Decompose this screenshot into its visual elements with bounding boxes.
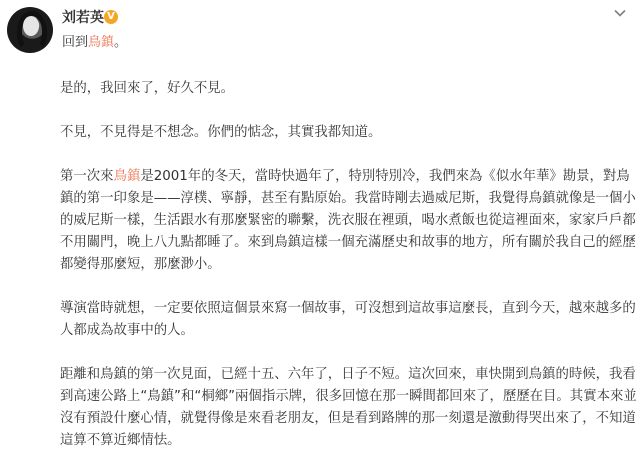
text-segment: 的威尼斯一樣，生活跟水有那麼緊密的聯繫，洗衣服在裡頭，喝水煮飯也從這裡面來，家家戶戶都 [60,213,636,228]
post-intro [62,35,127,51]
text-line [60,254,636,276]
location-link[interactable]: 鳥鎮 [113,169,141,184]
text-line [60,298,636,320]
text-segment: 是的，我回來了，好久不見。 [60,81,235,96]
text-line [60,122,636,144]
text-line [60,430,636,452]
text-line [60,188,636,210]
text-segment: 人都成為故事中的人。 [60,323,194,338]
intro-suffix: 。 [114,35,128,50]
text-line [60,364,636,386]
post-header [0,0,640,62]
post-body [60,78,636,473]
text-segment: 到高速公路上“鳥鎮”和“桐鄉”兩個指示牌，很多回憶在那一瞬間都回來了，歷歷在目。其實本來並 [60,389,637,404]
text-segment: 都變得那麼短，那麼渺小。 [60,257,221,272]
avatar-face [23,16,39,36]
text-segment: 沒有預設什麼心情，就覺得像是來看老朋友，但是看到路牌的那一刻還是激動得哭出來了，不知道 [60,411,636,426]
text-segment: 不用關門，晚上八九點都睡了。來到鳥鎮這樣一個充滿歷史和故事的地方，所有關於我自己的經歷 [60,235,636,250]
text-segment: 第一次來 [60,169,114,184]
text-line [60,78,636,100]
text-line [60,320,636,342]
chevron-down-icon[interactable] [614,7,626,19]
text-line [60,166,636,188]
verified-badge-icon: V [104,10,118,24]
avatar[interactable] [7,7,53,53]
text-segment: 不見，不見得是不想念。你們的惦念，其實我都知道。 [60,125,382,140]
text-segment: 是2001年的冬天，當時快過年了，特別特別冷，我們來為《似水年華》勘景，對鳥 [140,169,630,184]
text-line [60,210,636,232]
text-line [60,232,636,254]
text-line [60,408,636,430]
location-link[interactable]: 鳥鎮 [88,35,115,50]
text-segment: 距離和鳥鎮的第一次見面，已經十五、六年了，日子不短。這次回來，車快開到鳥鎮的時候，我看 [60,367,636,382]
paragraph [60,298,636,342]
paragraph [60,364,636,452]
paragraph [60,122,636,144]
text-segment: 這算不算近鄉情怯。 [60,433,181,448]
intro-prefix: 回到 [62,35,89,50]
paragraph [60,166,636,276]
text-segment: 鎮的第一印象是——淳樸、寧靜，甚至有點原始。我當時剛去過威尼斯，我覺得鳥鎮就像是一個小 [60,191,636,206]
paragraph [60,78,636,100]
text-line [60,386,636,408]
author-name[interactable]: 刘若英 [62,10,104,26]
text-segment: 導演當時就想，一定要依照這個景來寫一個故事，可沒想到這故事這麼長，直到今天，越來越多的 [60,301,636,316]
